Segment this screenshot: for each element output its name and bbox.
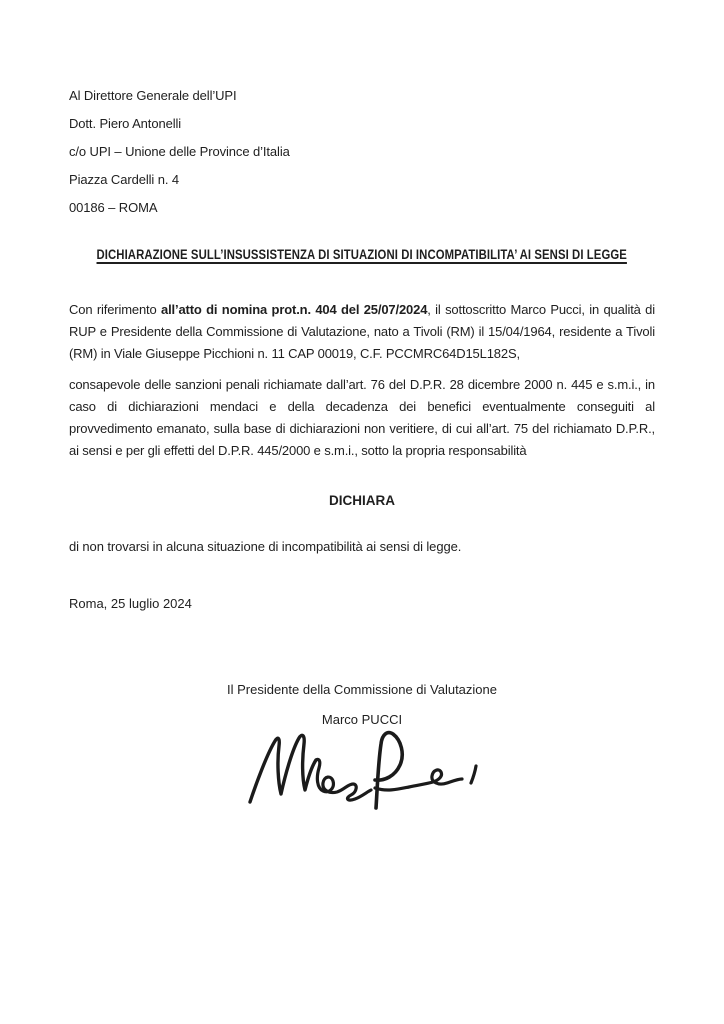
recipient-line: Piazza Cardelli n. 4 (69, 172, 179, 187)
intro-paragraph-prefix: Con riferimento (69, 302, 161, 317)
legal-disclaimer-paragraph: consapevole delle sanzioni penali richiamate dall’art. 76 del D.P.R. 28 dicembre 2000 n. 445 e s.m.i., in caso di dichiarazioni mendaci e della decadenza dei benefici eventualmente conseguiti al provvedimento emanato, sulla base di dichiarazioni non veritiere, di cui all’art. 75 del richiamato D.P.R., ai sensi e per gli effetti del D.P.R. 445/2000 e s.m.i., sotto la propria responsabilità (69, 377, 655, 458)
declaration-heading: DICHIARA (329, 493, 395, 508)
intro-paragraph (69, 299, 655, 365)
signer-name-line: Marco PUCCI (321, 712, 403, 727)
place-and-date-line: Roma, 25 luglio 2024 (69, 596, 192, 611)
signer-role-line: Il Presidente della Commissione di Valutazione (226, 682, 497, 697)
recipient-line: Al Direttore Generale dell’UPI (69, 88, 237, 103)
recipient-line: Dott. Piero Antonelli (69, 116, 182, 131)
nomination-act-reference: all’atto di nomina prot.n. 404 del 25/07/2024 (161, 302, 428, 317)
intro-paragraph-suffix: , il sottoscritto Marco Pucci, in qualità di RUP e Presidente della Commissione di Valutazione, nato a Tivoli (RM) il 15/04/1964, residente a Tivoli (RM) in Viale Giuseppe Picchioni n. 11 CAP 00019, C.F. PCCMRC64D15L182S, (69, 302, 655, 361)
document-title (34, 246, 690, 264)
recipient-line: 00186 – ROMA (69, 200, 158, 215)
declaration-statement: di non trovarsi in alcuna situazione di incompatibilità ai sensi di legge. (69, 539, 462, 554)
document-title-text: DICHIARAZIONE SULL’INSUSSISTENZA DI SITUAZIONI DI INCOMPATIBILITA’ AI SENSI DI LEGGE (96, 247, 628, 262)
handwritten-signature (245, 726, 485, 816)
signature-icon (245, 726, 485, 816)
recipient-line: c/o UPI – Unione delle Province d’Italia (69, 144, 290, 159)
recipient-address-block (69, 82, 655, 222)
